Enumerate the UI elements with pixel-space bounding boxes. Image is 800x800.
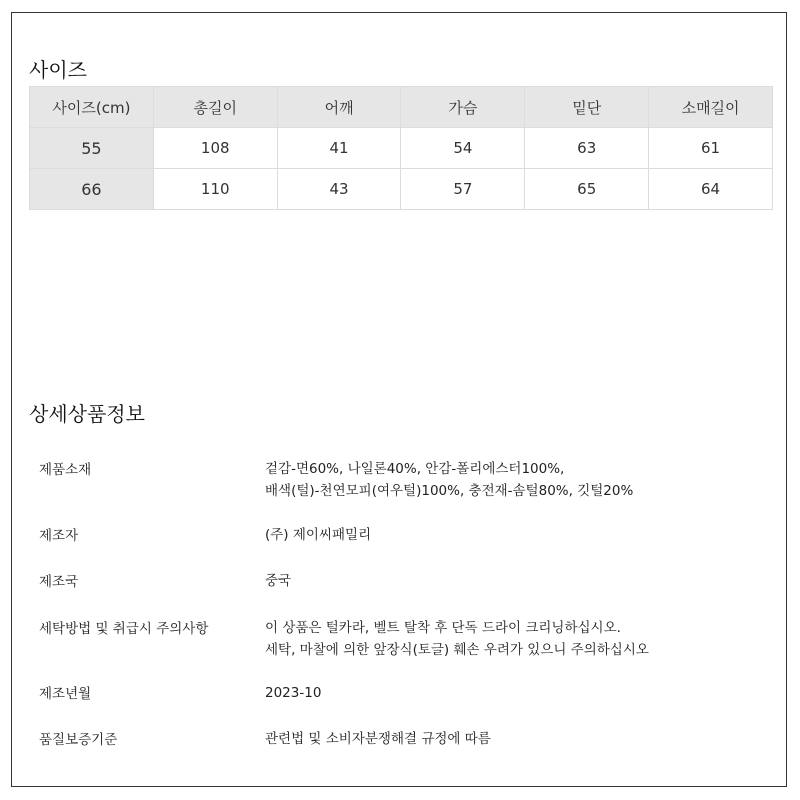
info-label: 세탁방법 및 취급시 주의사항 — [39, 621, 209, 637]
info-value-line: 2023-10 — [265, 685, 322, 701]
info-value — [265, 617, 765, 661]
table-cell: 57 — [401, 169, 525, 210]
info-value — [265, 728, 765, 750]
header-shoulder: 어깨 — [277, 87, 401, 128]
table-cell: 63 — [525, 128, 649, 169]
header-chest: 가슴 — [401, 87, 525, 128]
info-value-line: 중국 — [265, 573, 292, 589]
table-row — [30, 169, 773, 210]
header-sleeve-length: 소매길이 — [649, 87, 773, 128]
detail-section-title: 상세상품정보 — [29, 402, 145, 426]
info-label: 제조국 — [39, 574, 79, 590]
info-value-line: 겉감-면60%, 나일론40%, 안감-폴리에스터100%, — [265, 461, 565, 477]
info-value — [265, 524, 765, 546]
size-section-title: 사이즈 — [29, 58, 87, 82]
size-label: 55 — [30, 128, 154, 169]
header-size: 사이즈(cm) — [30, 87, 154, 128]
info-label: 품질보증기준 — [39, 732, 118, 748]
size-table-header-row — [30, 87, 773, 128]
info-value-line: 이 상품은 털카라, 벨트 탈착 후 단독 드라이 크리닝하십시오. — [265, 620, 621, 636]
table-cell: 43 — [277, 169, 401, 210]
info-label: 제조자 — [39, 528, 79, 544]
table-cell: 61 — [649, 128, 773, 169]
info-value — [265, 458, 765, 502]
info-value-line: (주) 제이씨패밀리 — [265, 527, 372, 543]
header-total-length: 총길이 — [153, 87, 277, 128]
info-label: 제품소재 — [39, 462, 92, 478]
size-table — [29, 86, 773, 210]
info-value-line: 관련법 및 소비자분쟁해결 규정에 따름 — [265, 731, 491, 747]
info-label: 제조년월 — [39, 686, 92, 702]
info-value-line: 세탁, 마찰에 의한 앞장식(토글) 훼손 우려가 있으니 주의하십시오 — [265, 642, 649, 658]
table-cell: 108 — [153, 128, 277, 169]
info-value — [265, 682, 765, 704]
table-cell: 54 — [401, 128, 525, 169]
info-value — [265, 570, 765, 592]
table-cell: 64 — [649, 169, 773, 210]
table-cell: 41 — [277, 128, 401, 169]
info-value-line: 배색(털)-천연모피(여우털)100%, 충전재-솜털80%, 깃털20% — [265, 483, 634, 499]
header-hem: 밑단 — [525, 87, 649, 128]
table-cell: 110 — [153, 169, 277, 210]
table-row — [30, 128, 773, 169]
table-cell: 65 — [525, 169, 649, 210]
size-label: 66 — [30, 169, 154, 210]
